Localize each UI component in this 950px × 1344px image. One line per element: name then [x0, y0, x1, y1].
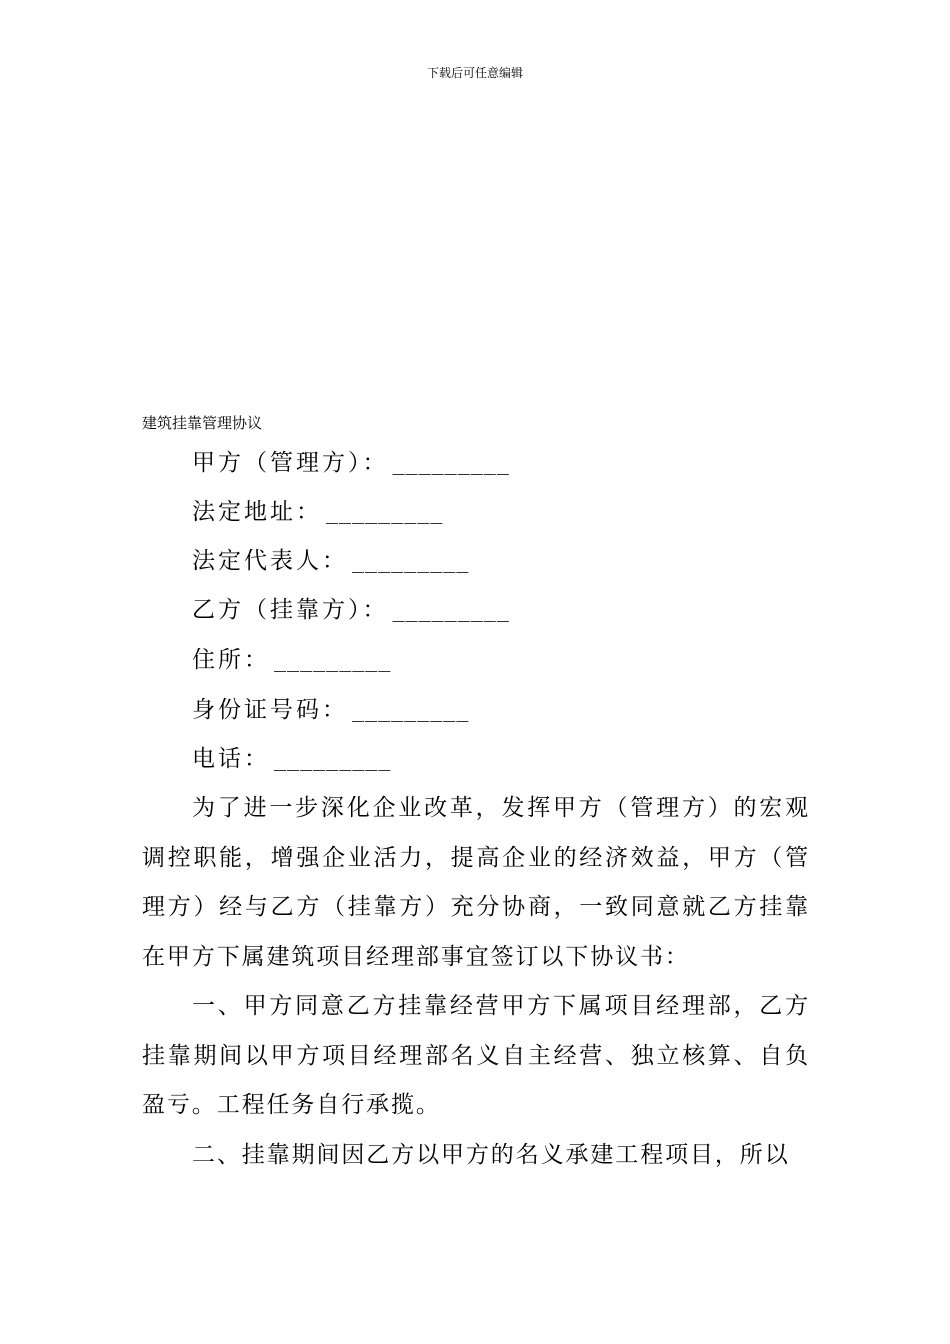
field-legal-representative	[192, 546, 469, 576]
field-label: 法定代表人：	[192, 548, 348, 574]
field-blank: _________	[274, 648, 392, 672]
body-paragraph-clause-2: 二、挂靠期间因乙方以甲方的名义承建工程项目，所以	[192, 1142, 790, 1168]
field-label: 乙方（挂靠方）：	[192, 597, 389, 623]
field-party-a	[192, 448, 510, 478]
field-label: 甲方（管理方）：	[192, 450, 389, 476]
field-label: 住所：	[192, 647, 270, 673]
field-label: 电话：	[192, 746, 270, 772]
field-blank: _________	[392, 451, 510, 475]
header-note: 下载后可任意编辑	[426, 66, 523, 80]
body-paragraph-clause-1: 一、甲方同意乙方挂靠经营甲方下属项目经理部，乙方挂靠期间以甲方项目经理部名义自主经营、独立核算、自负盈亏。工程任务自行承揽。	[142, 993, 810, 1118]
field-id-number	[192, 695, 469, 725]
field-residence	[192, 645, 391, 675]
body-paragraph-intro: 为了进一步深化企业改革，发挥甲方（管理方）的宏观调控职能，增强企业活力，提高企业的经济效益，甲方（管理方）经与乙方（挂靠方）充分协商，一致同意就乙方挂靠在甲方下属建筑项目经理部事宜签订以下协议书：	[142, 795, 810, 970]
field-blank: _________	[352, 698, 470, 722]
field-blank: _________	[392, 598, 510, 622]
field-label: 法定地址：	[192, 499, 322, 525]
field-phone	[192, 744, 391, 774]
field-label: 身份证号码：	[192, 697, 348, 723]
document-title: 建筑挂靠管理协议	[142, 414, 263, 432]
field-blank: _________	[326, 500, 444, 524]
field-blank: _________	[274, 747, 392, 771]
field-legal-address	[192, 497, 443, 527]
field-blank: _________	[352, 549, 470, 573]
field-party-b	[192, 595, 510, 625]
